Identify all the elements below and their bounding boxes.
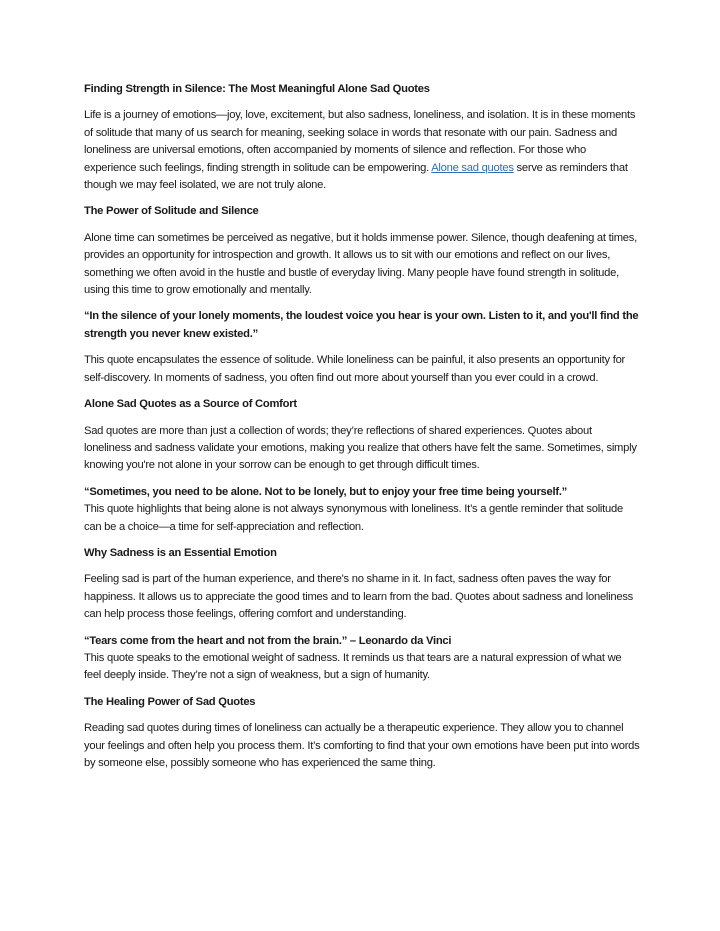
- section-body: Feeling sad is part of the human experience, and there's no shame in it. In fact, sadness often paves the way for happiness. It allows us to appreciate the good times and to learn from the bad. Quotes about sadness and loneliness can help process those feelings, offering comfort and understanding.: [84, 573, 634, 621]
- quote-explanation: This quote speaks to the emotional weight of sadness. It reminds us that tears are a natural expression of what we feel deeply inside. They’re not a sign of weakness, but a sign of humanity.: [84, 651, 622, 682]
- section-body: Sad quotes are more than just a collection of words; they’re reflections of shared experiences. Quotes about loneliness and sadness validate your emotions, making you realize that others have felt the same. Sometimes, simply knowing you're not alone in your sorrow can be enough to get through difficult times.: [84, 424, 637, 472]
- document-title: Finding Strength in Silence: The Most Meaningful Alone Sad Quotes: [84, 83, 430, 95]
- quote-text: “Tears come from the heart and not from the brain.” – Leonardo da Vinci: [84, 634, 452, 647]
- section-heading: The Healing Power of Sad Quotes: [84, 695, 256, 708]
- quote-text: “In the silence of your lonely moments, the loudest voice you hear is your own. Listen to it, and you'll find the strength you never knew existed.”: [84, 310, 639, 340]
- section-body: Reading sad quotes during times of loneliness can actually be a therapeutic experience. They allow you to channel your feelings and often help you process them. It’s comforting to find that your own emotions have been put into words by someone else, possibly someone who has experienced the same thing.: [84, 722, 640, 769]
- quote-block: [84, 633, 640, 685]
- section-heading: Why Sadness is an Essential Emotion: [84, 546, 277, 559]
- section-heading: The Power of Solitude and Silence: [84, 205, 259, 218]
- intro-after-link: serve as reminders that though we may feel isolated, we are not truly alone.: [84, 161, 628, 192]
- section-body: Alone time can sometimes be perceived as negative, but it holds immense power. Silence, though deafening at times, provides an opportunity for introspection and growth. It allows us to sit with our emotions and reflect on our lives, something we often avoid in the hustle and bustle of everyday living. Many people have found strength in solitude, using this time to grow emotionally and mentally.: [84, 231, 637, 297]
- document-page: [84, 81, 640, 781]
- intro-paragraph: [84, 107, 640, 194]
- quote-block: [84, 308, 640, 387]
- quote-explanation: This quote highlights that being alone is not always synonymous with loneliness. It’s a gentle reminder that solitude can be a choice—a time for self-appreciation and reflection.: [84, 503, 623, 533]
- quote-block: [84, 484, 640, 536]
- quote-text: “Sometimes, you need to be alone. Not to be lonely, but to enjoy your free time being yourself.”: [84, 485, 568, 498]
- quote-explanation: This quote encapsulates the essence of solitude. While loneliness can be painful, it also presents an opportunity for self-discovery. In moments of sadness, you often find out more about yourself than you ever could in a crowd.: [84, 354, 626, 384]
- section-heading: Alone Sad Quotes as a Source of Comfort: [84, 398, 297, 411]
- intro-text: Life is a journey of emotions—joy, love, excitement, but also sadness, loneliness, and isolation. It is in these moments of solitude that many of us search for meaning, seeking solace in words that resonate with our pain. Sadness and loneliness are universal emotions, often accompanied by moments of silence and reflection. For those who experience such feelings, finding strength in solitude can be empowering.: [84, 109, 636, 174]
- alone-sad-quotes-link[interactable]: Alone sad quotes: [431, 161, 514, 174]
